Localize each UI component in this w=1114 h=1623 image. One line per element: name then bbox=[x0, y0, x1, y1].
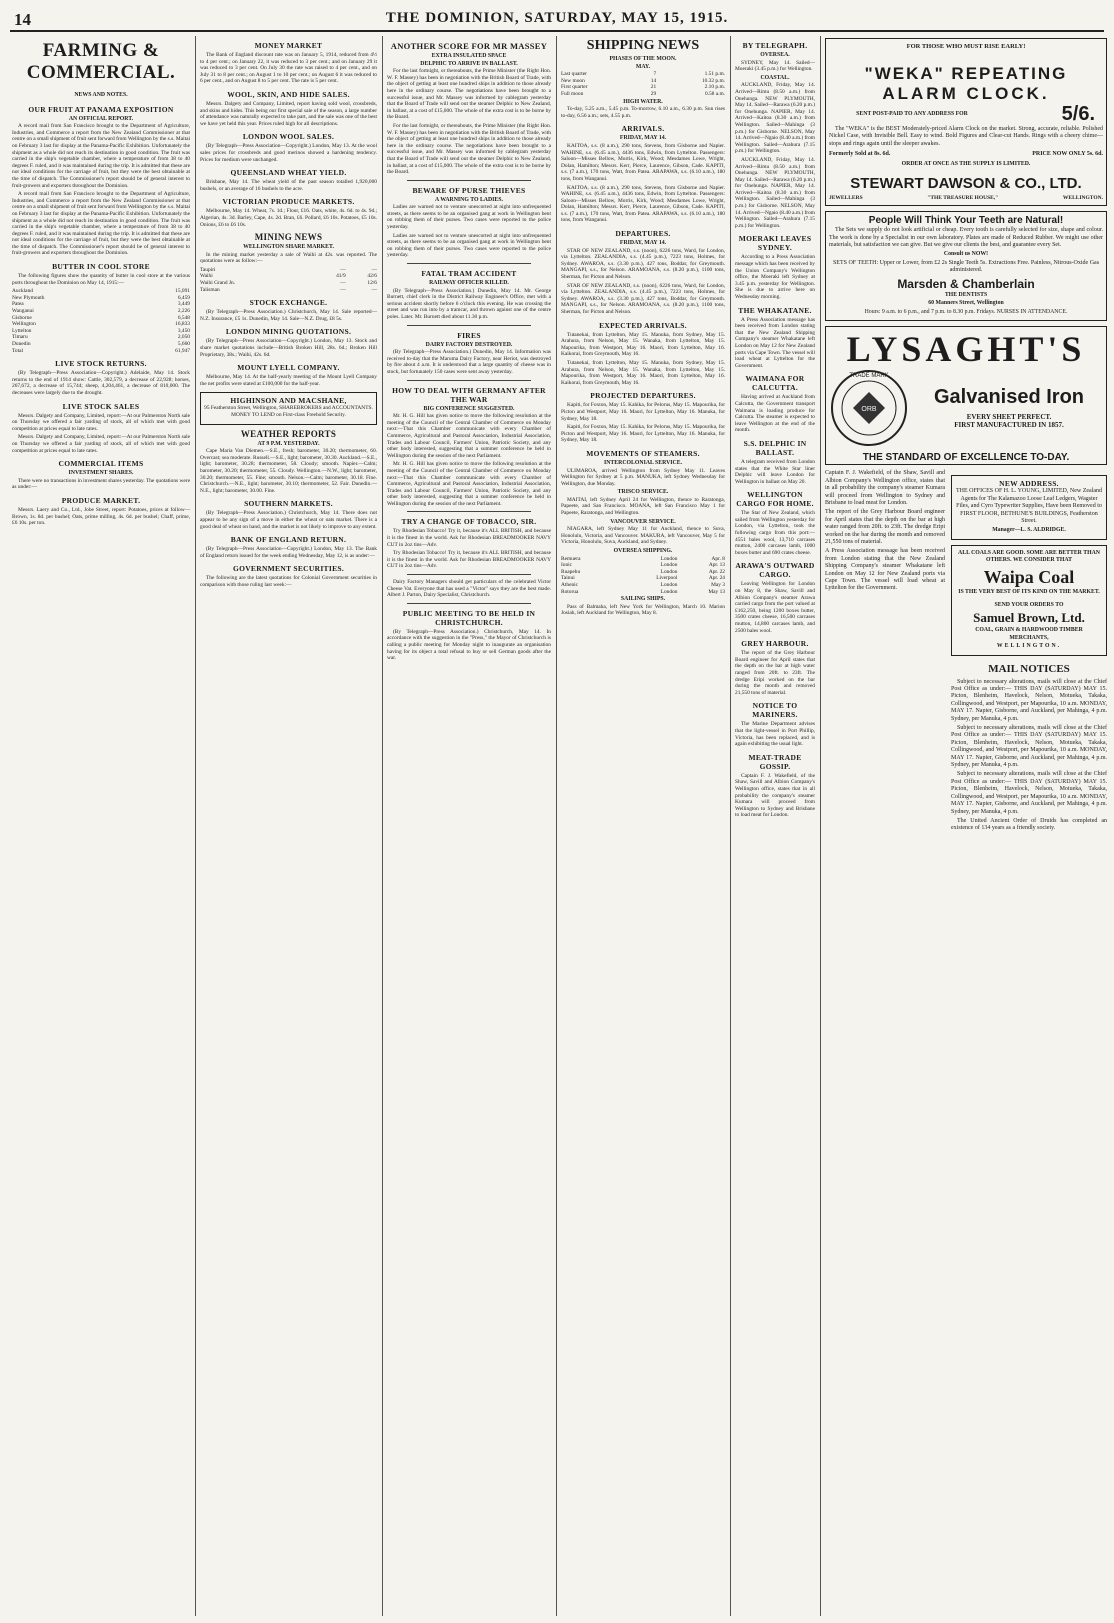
table-cell: 5,660 bbox=[177, 341, 190, 347]
section-heading: BEWARE OF PURSE THIEVES bbox=[412, 185, 526, 195]
article-text: Kapiti, for Foxton, May 15. Kahika, for Pelorus, May 15. Mapourika, for Picton and Westport, May 16. Maori, for Lyttelton, May 16. Manuka, for Sydney, May 18. bbox=[561, 424, 725, 444]
table-row bbox=[12, 301, 190, 308]
side-article: Captain F. J. Wakefield, of the Shaw, Savill and Albion Company's Wellington office, states that in all probability the company's steamer Kumara will proceed from Wellington to Sydney and Brisbane to load meat for London. bbox=[825, 470, 945, 506]
article-text: The report of the Grey Harbour Board engineer for April states that the depth on the bar at high water ranged from 20ft. to 23ft. The dredge Eripi worked on the bar during the month and removed 21,550 tons of material. bbox=[735, 650, 815, 696]
article-text: MAITAI, left Sydney April 24 for Wellington, thence to Raratonga, Papeete, and San Francisco. MOANA, left San Francisco May 1 for Papeete, Raratonga, and Wellington. bbox=[561, 496, 725, 517]
lysaght-ad bbox=[825, 326, 1107, 465]
table-row bbox=[561, 582, 725, 589]
article-text: In the mining market yesterday a sale of Waihi at 42s. was reported. The quotations were as follow:— bbox=[200, 251, 377, 265]
column-rule bbox=[820, 36, 821, 1616]
table-cell: London bbox=[660, 555, 678, 562]
section-heading: TRY A CHANGE OF TOBACCO, SIR. bbox=[401, 517, 537, 527]
table-row bbox=[561, 575, 725, 582]
section-subheading: SAILING SHIPS. bbox=[620, 596, 666, 603]
section-subheading: AN OFFICIAL REPORT. bbox=[68, 115, 134, 122]
section-heading: MOVEMENTS OF STEAMERS. bbox=[586, 448, 700, 458]
section-heading: MINING NEWS bbox=[254, 232, 323, 243]
table-row bbox=[561, 569, 725, 576]
article-text: According to a Press Association message which has been received by the Union Company's Wellington office, the Moeraki left Sydney at 3.45 p.m. yesterday for Wellington. She is due to arrive here on Wednesday morning. bbox=[735, 254, 815, 300]
section-subheading: BIG CONFERENCE SUGGESTED. bbox=[423, 405, 515, 412]
ad-sub: THE DENTISTS bbox=[944, 291, 988, 298]
section-subheading: FRIDAY, MAY 14. bbox=[619, 135, 667, 142]
article-text: Try Rhodesian Tobacco! Try it, because it's ALL BRITISH, and because it is the finest in the world. Ask for Rhodesian BREADMOOKER NAVY CUT in 2oz tins—Adv. bbox=[387, 550, 551, 570]
section-heading: EXPECTED ARRIVALS. bbox=[599, 320, 687, 330]
article-text: (By Telegraph—Press Association.) Christchurch, May 14. In accordance with the suggestion in the "Press," the Mayor of Christchurch is calling a public meeting for Monday night to inaugurate an organisation having for its object a total refusal to buy or sell German goods after the war. bbox=[387, 628, 551, 662]
section-heading: SOUTHERN MARKETS. bbox=[244, 499, 333, 509]
table-cell: — bbox=[371, 286, 377, 293]
side-article: A Press Association message has been received from London stating that the New Zealand Shipping Company's steamer Whakatane left London on May 12 for New Zealand ports via Cape Town. The vessel will load wheat at Lyttelton for the Government. bbox=[825, 548, 945, 592]
mail-text: Subject to necessary alterations, mails will close at the Chief Post Office as under:— THIS DAY (SATURDAY) MAY 15. Picton, Blenheim, Havelock, Nelson, Motueka, Takaka, Collingwood, and Westport, per Mapourika, 10 a.m. MONDAY, MAY 17. Napier, Gisborne, and Auckland, per Mahinga, 4 p.m. Sydney, per Manuka, 4 p.m. bbox=[951, 771, 1107, 815]
table-row bbox=[561, 589, 725, 596]
table-cell: May 13 bbox=[708, 588, 725, 595]
table-cell: Remuera bbox=[561, 555, 581, 562]
ad-body: The "WEKA" is the BEST Moderately-priced Alarm Clock on the market. Strong, accurate, reliable. Polished Nickel Case, with Invisible Bell. Easy to wind. Bold Figures and Clear-cut Hands. Rings with a cheery chime—stops and rings again until the sleeper awakes. bbox=[829, 125, 1103, 147]
article-text: The United Ancient Order of Druids has completed an existence of 134 years as a friendly society. bbox=[951, 817, 1107, 832]
section-subheading: A WARNING TO LADIES. bbox=[435, 196, 503, 203]
table-row bbox=[200, 280, 377, 287]
article-text: Try Rhodesian Tobacco! Try it, because it's ALL BRITISH, and because it is the finest in the world. Ask for Rhodesian BREADMOOKER NAVY CUT in 2oz tins—Adv. bbox=[387, 528, 551, 548]
section-heading: BUTTER IN COOL STORE bbox=[52, 262, 150, 272]
column-rule bbox=[556, 36, 557, 1616]
ad-sub: Galvanised Iron bbox=[933, 385, 1085, 408]
butter-table bbox=[12, 288, 190, 354]
ad-right: WELLINGTON. bbox=[1062, 194, 1103, 201]
section-heading: STOCK EXCHANGE. bbox=[249, 298, 328, 308]
dentist-ad bbox=[825, 211, 1107, 321]
ad-price: 5/6. bbox=[1061, 103, 1095, 126]
article-text: Messrs. Dalgety and Company, Limited, report:—At our Palmerston North sale on Thursday we offered a fair yarding of stock, all of which met with good competition at prices equal to late rates. bbox=[12, 412, 190, 432]
section-subheading: MAY. bbox=[635, 63, 651, 70]
section-heading: GOVERNMENT SECURITIES. bbox=[232, 564, 345, 574]
table-row bbox=[561, 556, 725, 563]
article-text: Dairy Factory Managers should get particulars of the celebrated Victor Cheese Vat. Everyone that has used a "Victor" says they are the best made. Albert J. Parton, Dairy Specialist, Christchurch. bbox=[387, 579, 551, 599]
table-cell: Apr. 22 bbox=[708, 568, 725, 575]
article-text: STAR OF NEW ZEALAND, s.s. (noon), 6226 tons, Ward, for London, via Lyttelton. ZEALANDIA, s.s. (4.45 p.m.), 7223 tons, Holmes, for Sydney. AWAROA, s.s. (3.30 p.m.), 427 tons, Boddar, for Greymouth. MANGAPI, s.s., for Nelson. ARAMOANA, s.s. (8.20 p.m.), 1100 tons, Sherman, for Picton and Nelson. bbox=[561, 282, 725, 315]
ad-sets: SETS OF TEETH: Upper or Lower, from £2 2s Single Teeth 5s. Extractions Free. Painless, Nitrous-Oxide Gas administered. bbox=[832, 259, 1100, 274]
table-cell: Wanganui bbox=[12, 308, 34, 315]
ad-title: NEW ADDRESS. bbox=[999, 479, 1059, 489]
table-cell: 6,548 bbox=[177, 314, 190, 321]
table-row bbox=[12, 334, 190, 341]
ad-body: THE OFFICES OF H. L. YOUNG, LIMITED, New Zealand Agents for The Kalamazoo Loose Leaf Ledgers, Wagster Files, and Cyro Typewriter Supplies, Have been Removed to FIRST FLOOR, BETHUNE'S BUILDINGS, Featherston Street. bbox=[955, 488, 1103, 524]
column-telegraph bbox=[735, 36, 815, 1616]
table-cell: 14 bbox=[650, 77, 657, 84]
divider bbox=[407, 325, 531, 326]
article-text: Mr. H. G. Hill has given notice to move the following resolution at the meeting of the Council of the Central Chamber of Commerce on Monday next:—That this Chamber communicate with every Chamber of Commerce, Agricultural and Pastoral Association, Industrial Association, Trades and Labour Council, Farmers' Union, Patriotic Society, and any other body interested, suggesting that a summer conference be held in Wellington during the session of the next Parliament. bbox=[387, 413, 551, 459]
table-row bbox=[561, 78, 725, 85]
table-cell: May 3 bbox=[711, 582, 725, 588]
sharebroker-ad bbox=[200, 392, 377, 424]
ad-title: Waipa Coal bbox=[983, 566, 1075, 587]
section-heading: VICTORIAN PRODUCE MARKETS. bbox=[222, 197, 355, 207]
section-heading: ARAWA'S OUTWARD CARGO. bbox=[735, 561, 815, 580]
ad-sent: SENT POST-PAID TO ANY ADDRESS FOR bbox=[856, 111, 968, 118]
ad-line: EVERY SHEET PERFECT. bbox=[966, 412, 1052, 421]
section-heading: MOUNT LYELL COMPANY. bbox=[237, 363, 340, 373]
section-heading: QUEENSLAND WHEAT YIELD. bbox=[230, 168, 347, 178]
farming-headline: FARMING & COMMERCIAL. bbox=[26, 40, 176, 83]
subheading: EXTRA INSULATED SPACE bbox=[431, 53, 507, 59]
table-cell: 2,050 bbox=[177, 334, 190, 341]
article-text: To-day, 5.25 a.m., 5.45 p.m. To-morrow, 6.10 a.m., 6.30 p.m. Sun rises to-day, 6.56 a.m.; sets, 4.55 p.m. bbox=[561, 106, 725, 119]
page-number: 14 bbox=[14, 10, 31, 29]
section-subheading: INTERCOLONIAL SERVICE. bbox=[603, 459, 683, 466]
column-rule bbox=[730, 36, 731, 1616]
ad-firm: Marsden & Chamberlain bbox=[897, 276, 1035, 291]
ad-old-price: Formerly Sold at 8s. 6d. bbox=[829, 151, 891, 158]
table-row bbox=[561, 562, 725, 569]
section-subheading: PHASES OF THE MOON. bbox=[609, 56, 677, 62]
headline: ANOTHER SCORE FOR MR MASSEY bbox=[390, 41, 548, 51]
article-text: Melbourne, May 14. Wheat, 7s. 1d.; Flour, £16. Oats, white, 4s. 6d. to 4s. 9d.; Algerian, 4s. 3d. Barley, Cape, 4s. 2d. Bran, £6. Pollard, £6 10s. Potatoes, £5 10s. Onions, £6 to £6 10s. bbox=[200, 208, 377, 228]
article-text: ULIMAROA, arrived Wellington from Sydney May 11. Leaves Wellington for Sydney at 5 p.m. MANUKA, left Sydney Wednesday for Wellington, due Monday. bbox=[561, 467, 725, 487]
section-heading: PUBLIC MEETING TO BE HELD IN CHRISTCHURCH. bbox=[402, 608, 536, 627]
ad-send: SEND YOUR ORDERS TO bbox=[994, 601, 1064, 608]
article-text: KAITOA, s.s. (8 a.m.), 290 tons, Stevens, from Gisborne and Napier. WAHINE, s.s. (6.45 a.m.), 4436 tons, Edwin, from Lyttelton. Passengers: Saloon—Misses Bellow, Morris, Kirk, Wood; Mesdames Lowe, Wright, Dolan, Hamilton; Messrs. Kerr, Pierce, Laurence, Gibson, Cade. KAPITI, s.s. (7 a.m.), 170 tons, Watt, from Patea. ARAPAWA, s.s. (6.10 a.m.), 180 tons, from Wanganui. bbox=[561, 184, 725, 224]
section-heading: COMMERCIAL ITEMS bbox=[58, 459, 144, 469]
table-row bbox=[12, 288, 190, 295]
section-subheading: OVERSEA. bbox=[760, 52, 790, 58]
ad-tagline: FOR THOSE WHO MUST RISE EARLY! bbox=[906, 43, 1026, 50]
ad-standard: THE STANDARD OF EXCELLENCE TO-DAY. bbox=[862, 451, 1070, 463]
section-heading: MONEY MARKET bbox=[254, 41, 323, 50]
young-ad bbox=[951, 475, 1107, 539]
ad-title: "WEKA" REPEATING bbox=[864, 64, 1068, 84]
moon-table bbox=[561, 71, 725, 97]
article-text: NIAGARA, left Sydney May 11 for Auckland, thence to Suva, Honolulu, Victoria, and Vancouver. MAKURA, left Vancouver, May 5 for Victoria, Honolulu, Suva, Auckland, and Sydney. bbox=[561, 526, 725, 546]
table-cell: 16,833 bbox=[175, 321, 190, 328]
ad-line: FIRST MANUFACTURED IN 1857. bbox=[954, 420, 1064, 429]
seal-stamp: ORB bbox=[861, 405, 877, 413]
article-text: Messrs. Dalgety and Company, Limited, report having sold wool, crossbreds, and skins and hides. This being our first special sale of the season, a large number of attendance was naturally expected to take part, and the sale was one of the best we have yet held this year. Prices ruled high for all descriptions. bbox=[200, 100, 377, 127]
table-cell: Wellington bbox=[12, 321, 36, 328]
table-cell: Waihi Grand Jn. bbox=[200, 280, 236, 287]
column-markets bbox=[200, 36, 377, 1616]
section-heading: GREY HARBOUR. bbox=[741, 639, 809, 649]
ad-text: 95 Featherston Street, Wellington, SHAREBROKERS and ACCOUNTANTS. MONEY TO LEND on First-class Freehold Security. bbox=[204, 405, 373, 418]
section-heading: FATAL TRAM ACCIDENT bbox=[421, 269, 517, 279]
divider bbox=[407, 603, 531, 604]
article-text: Tutanekai, from Lyttelton, May 15. Manuka, from Sydney, May 15. Arahura, from Nelson, May 15. Wanaka, from Lyttelton, May 15. Mapourika, from Westport, May 16. Maori, from Lyttelton, May 16. Kaikorai, from Greymouth, May 16. bbox=[561, 359, 725, 386]
table-cell: — bbox=[340, 266, 346, 273]
table-row bbox=[12, 341, 190, 348]
section-heading: S.S. DELPHIC IN BALLAST. bbox=[743, 438, 807, 457]
side-article: The report of the Grey Harbour Board engineer for April states that the depth on the bar at high water ranged from 20ft. to 23ft. The dredge Eripi worked on the bar during the month and removed 21,550 tons of material. bbox=[825, 509, 945, 545]
section-heading: OUR FRUIT AT PANAMA EXPOSITION bbox=[28, 104, 174, 114]
divider bbox=[407, 263, 531, 264]
table-row bbox=[561, 91, 725, 98]
mail-notices-heading: MAIL NOTICES bbox=[988, 662, 1070, 675]
section-heading: HOW TO DEAL WITH GERMANY AFTER THE WAR bbox=[392, 385, 546, 404]
section-subheading: COASTAL. bbox=[760, 74, 790, 81]
table-cell: Rotorua bbox=[561, 588, 579, 595]
shipping-headline: SHIPPING NEWS bbox=[586, 38, 700, 53]
table-cell: Patea bbox=[12, 301, 24, 308]
article-text: Cape Maria Van Diemen.—S.E., fresh; barometer, 30.20; thermometer, 60. Overcast; sea moderate. Russell.—S.E., light; barometer, 30.30. Auckland.—S.E., light; barometer, 30.28; thermometer, 58. Cloudy; smooth. Napier.—Calm; barometer, 30.20; thermometer, 55. Cloudy. Wellington.—N.W., light; barometer, 30.20; thermometer, 55. Fine; smooth. Nelson.—Calm; barometer, 30.18. Fine. Christchurch.—N.E., light; barometer, 30.10; thermometer, 52. Fair. Dunedin.—N.E., light; barometer, 30.00. Fine. bbox=[200, 448, 377, 494]
weka-clock-ad bbox=[825, 38, 1107, 206]
table-cell: New moon bbox=[561, 77, 585, 84]
ad-title: People Will Think Your Teeth are Natural! bbox=[868, 215, 1064, 227]
trade-mark-seal-icon bbox=[829, 368, 909, 448]
article-text: Messrs. Laery and Co., Ltd., Jobe Street, report: Potatoes, prices at follow—Brown, 1s. 8d. per bushel; Oats, prime milling, 4s. 6d. per bushel; Chaff, prime, £6 10s. per ton. bbox=[12, 506, 190, 527]
butter-total: 61,947 bbox=[175, 347, 190, 354]
column-rule bbox=[195, 36, 196, 1616]
article-text: A telegram received from London states that the White Star liner Delphic will leave London for Wellington in ballast on May 20. bbox=[735, 458, 815, 485]
table-cell: 0.58 a.m. bbox=[704, 90, 725, 97]
seal-text: TRADE MARK bbox=[849, 372, 889, 379]
subheading: DELPHIC TO ARRIVE IN BALLAST. bbox=[420, 60, 518, 67]
divider bbox=[407, 574, 531, 575]
section-heading: PROJECTED DEPARTURES. bbox=[590, 391, 696, 401]
table-cell: 2,226 bbox=[177, 308, 190, 315]
article-text: (By Telegraph—Press Association—Copyright.) London, May 13. At the wool sales prices for crossbreds and good merinos showed a hardening tendency. Prices for medium were unchanged. bbox=[200, 143, 377, 163]
table-cell: London bbox=[660, 562, 678, 569]
masthead bbox=[10, 8, 1104, 32]
divider bbox=[407, 380, 531, 381]
table-cell: Ruapehu bbox=[561, 568, 581, 575]
section-subheading: RAILWAY OFFICER KILLED. bbox=[429, 280, 509, 287]
table-cell: — bbox=[340, 280, 346, 287]
ad-firm: Samuel Brown, Ltd. bbox=[973, 610, 1085, 626]
table-row bbox=[12, 308, 190, 315]
ad-left: JEWELLERS bbox=[829, 194, 863, 201]
section-heading: NOTICE TO MARINERS. bbox=[752, 701, 798, 720]
article-text: Ladies are warned not to venture unescorted at night into unfrequented streets, as there seems to be an organised gang at work in Wellington bent on robbing them of their purses. Two cases were reported to the police yesterday. bbox=[387, 204, 551, 231]
table-cell: London bbox=[660, 582, 678, 588]
article-text: Tutanekai, from Lyttelton, May 15. Manuka, from Sydney, May 15. Arahura, from Nelson, May 15. Wanaka, from Lyttelton, May 15. Mapourika, from Westport, May 16. Maori, from Lyttelton, May 16. Kaikorai, from Greymouth, May 16. bbox=[561, 331, 725, 358]
news-notes-heading: NEWS AND NOTES. bbox=[74, 92, 128, 98]
ad-firm: STEWART DAWSON & CO., LTD. bbox=[850, 174, 1082, 192]
table-cell: Apr. 8 bbox=[711, 555, 725, 562]
newspaper-title: THE DOMINION, SATURDAY, MAY 15, 1915. bbox=[385, 10, 729, 26]
table-cell: — bbox=[340, 286, 346, 293]
table-cell: Gisborne bbox=[12, 314, 32, 321]
article-text: There were no transactions in investment shares yesterday. The quotations were as under:— bbox=[12, 477, 190, 491]
table-cell: Liverpool bbox=[656, 575, 678, 582]
table-row bbox=[561, 71, 725, 78]
table-cell: Last quarter bbox=[561, 71, 587, 78]
article-text: Pass of Balmaha, left New York for Wellington, March 10. Marion Josiah, left Auckland for Wellington, May 8. bbox=[561, 603, 725, 617]
article-text: (By Telegraph—Press Association.) Christchurch, May 14. Sale reported—N.Z. Insurance, £5 1s. Dunedin, May 14. Sale—N.Z. Drug, £8 5s. bbox=[200, 309, 377, 322]
table-row bbox=[200, 267, 377, 274]
article-text: (By Telegraph—Press Association.) Dunedin, May 14. Mr. George Burnett, chief clerk in the District Railway Engineer's Office, met with a serious accident shortly before 6 o'clock this evening. He was crossing the street and was run into by a tramcar, and thrown against one of the centre poles. Later. Mr. Burnett died about 11.30 p.m. bbox=[387, 287, 551, 320]
article-text: A record mail from San Francisco brought to the Department of Agriculture, Industries, and Commerce a report from the New Zealand Commissioner at that centre on a small shipment of fruit sent forward from Wellington by the s.s. Maitai on February 3 last for display at the Panama-Pacific Exhibition. Unfortunately the shipment as a whole did not reach its destination in good condition. The fruit was carried in the ship's vegetable chamber, where a temperature of from 38 to 40 degrees F. ruled, and it was maintained during the trip. It is admitted that these are not ideal conditions for the carriage of fruit, but they were the best obtainable at the time of dispatch. The Commissioner's report should be of general interest to fruit-growers and exporters throughout the Dominion. bbox=[12, 191, 190, 257]
column-ads bbox=[825, 36, 1107, 1616]
section-heading: ARRIVALS. bbox=[621, 124, 665, 134]
mining-table bbox=[200, 267, 377, 293]
table-cell: 29 bbox=[650, 90, 657, 97]
ad-hours: Hours: 9 a.m. to 6 p.m., and 7 p.m. to 8.30 p.m. Fridays. NURSES IN ATTENDANCE. bbox=[864, 308, 1068, 315]
article-text: Captain F. J. Wakefield, of the Shaw, Savill and Albion Company's Wellington office, states that in all probability the company's steamer Kumara will proceed from Wellington to Sydney and Brisbane to load meat for London. bbox=[735, 772, 815, 819]
article-text: (By Telegraph—Press Association—Copyright.) Adelaide, May 14. Stock returns to the end of 1914 show: Cattle, 302,579, a decrease of 22,928; horses, 267,672, a decrease of 15,744; sheep, 4,204,461, a decrease of 810,000. The decreases were largely due to the drought. bbox=[12, 370, 190, 396]
article-text: (By Telegraph—Press Association—Copyright.) London, May 13. The Bank of England return issued for the week ending Wednesday, May 12, is as under:— bbox=[200, 546, 377, 559]
article-text: For the last fortnight, or thereabouts, the Prime Minister (the Right Hon. W. F. Massey) has been in negotiation with the British Board of Trade, with the object of getting at least one hundred ships in addition to those already here in the ordinary course. The negotiations have been brought to a successful issue, and Mr. Massey was informed by cablegram yesterday that the Board of Trade will send out the steamer Delphic to New Zealand, in ballast, at a cost of £15,000. The whole of the extra cost is to be borne by the Board. bbox=[387, 68, 551, 121]
article-text: Brisbane, May 14. The wheat yield of the past season totalled 1,920,000 bushels, or an average of 16 bushels to the acre. bbox=[200, 179, 377, 192]
divider bbox=[407, 180, 531, 181]
table-row bbox=[12, 315, 190, 322]
table-cell: 41/9 bbox=[336, 273, 346, 280]
table-row bbox=[12, 321, 190, 328]
ad-body: IS THE VERY BEST OF ITS KIND ON THE MARKET. bbox=[958, 588, 1100, 595]
article-text: (By Telegraph—Press Association.) Christchurch, May 14. There does not appear to be any sign of a move in either the wheat or oats market. There is a good deal of wheat on hand, and the market is not likely to improve to any extent. bbox=[200, 510, 377, 530]
ad-title: HIGHINSON AND MACSHANE, bbox=[230, 396, 347, 406]
section-subheading: AT 9 P.M. YESTERDAY. bbox=[257, 440, 320, 447]
table-cell: Dunedin bbox=[12, 341, 31, 347]
table-cell: Timaru bbox=[12, 334, 28, 341]
table-row bbox=[12, 328, 190, 335]
table-cell: First quarter bbox=[561, 84, 588, 91]
table-cell: 1.51 p.m. bbox=[704, 71, 725, 78]
article-text: Mr. H. G. Hill has given notice to move the following resolution at the meeting of the Council of the Central Chamber of Commerce on Monday next:—That this Chamber communicate with every Chamber of Commerce, Agricultural and Pastoral Association, Industrial Association, Trades and Labour Council, Farmers' Union, Patriotic Society, and any other body interested, suggesting that a summer conference be held in Wellington during the session of the next Parliament. bbox=[387, 461, 551, 507]
table-cell: Apr. 24 bbox=[708, 575, 725, 582]
section-heading: WOOL, SKIN, AND HIDE SALES. bbox=[227, 89, 350, 99]
section-heading: LONDON WOOL SALES. bbox=[242, 132, 335, 142]
table-cell: 2.10 p.m. bbox=[704, 84, 725, 91]
waipa-coal-ad bbox=[951, 545, 1107, 656]
ad-top: ALL COALS ARE GOOD. SOME ARE BETTER THAN OTHERS. WE CONSIDER THAT bbox=[958, 549, 1100, 564]
section-subheading: DAIRY FACTORY DESTROYED. bbox=[425, 341, 513, 348]
section-heading: FIRES bbox=[457, 330, 481, 340]
article-text: AUCKLAND, Friday, May 14. Arrived—Rimu (8.50 a.m.) from Onehunga. NEW PLYMOUTH, May 14. Sailed—Rarawa (6.20 p.m.) for Onehunga. NAPIER, May 14. Arrived—Kaitoa (8.30 a.m.) from Wellington. Sailed—Mahinga (3 p.m.) for Gisborne. NELSON, May 14. Arrived—Ngaio (8.40 a.m.) from Wellington. Sailed—Arahura (7.15 p.m.) for Wellington. bbox=[735, 82, 815, 155]
article-text: STAR OF NEW ZEALAND, s.s. (noon), 6226 tons, Ward, for London, via Lyttelton. ZEALANDIA, s.s. (4.45 p.m.), 7223 tons, Holmes, for Sydney. AWAROA, s.s. (3.30 p.m.), 427 tons, Boddar, for Greymouth. MANGAPI, s.s., for Nelson. ARAMOANA, s.s. (8.20 p.m.), 1100 tons, Sherman, for Picton and Nelson. bbox=[561, 247, 725, 281]
table-cell: Apr. 13 bbox=[708, 562, 725, 569]
table-cell: Athenic bbox=[561, 582, 579, 588]
table-cell: 7 bbox=[653, 71, 657, 78]
table-cell: Taupiri bbox=[200, 266, 216, 273]
section-heading: BANK OF ENGLAND RETURN. bbox=[230, 535, 347, 545]
table-cell: Ionic bbox=[561, 562, 573, 569]
section-subheading: FRIDAY, MAY 14. bbox=[619, 240, 667, 247]
article-text: AUCKLAND, Friday, May 14. Arrived—Rimu (8.50 a.m.) from Onehunga. NEW PLYMOUTH, May 14. Sailed—Rarawa (6.20 p.m.) for Onehunga. NAPIER, May 14. Arrived—Kaitoa (8.30 a.m.) from Wellington. Sailed—Mahinga (3 p.m.) for Gisborne. NELSON, May 14. Arrived—Ngaio (8.40 a.m.) from Wellington. Sailed—Arahura (7.15 p.m.) for Wellington. bbox=[735, 156, 815, 229]
section-heading: WEATHER REPORTS bbox=[240, 428, 337, 439]
article-text: Having arrived at Auckland from Calcutta, the Government transport Waimana is loading produce for Calcutta. The steamer is expected to leave Wellington at the end of the month. bbox=[735, 394, 815, 434]
article-text: For the last fortnight, or thereabouts, the Prime Minister (the Right Hon. W. F. Massey) has been in negotiation with the British Board of Trade, with the object of getting at least one hundred ships in addition to those already here in the ordinary course. The negotiations have been brought to a successful issue, and Mr. Massey was informed by cablegram yesterday that the Board of Trade will send out the steamer Delphic to New Zealand, in ballast, at a cost of £15,000. The whole of the extra cost is to be borne by the Board. bbox=[387, 122, 551, 176]
table-cell: 12/6 bbox=[367, 280, 377, 287]
table-cell: 6,459 bbox=[177, 294, 190, 301]
section-heading: LIVE STOCK RETURNS. bbox=[55, 359, 147, 369]
table-cell: London bbox=[660, 588, 678, 595]
table-cell: — bbox=[371, 266, 377, 273]
section-subheading: INVESTMENT SHARES. bbox=[68, 470, 134, 477]
article-text: A record mail from San Francisco brought to the Department of Agriculture, Industries, and Commerce a report from the New Zealand Commissioner at that centre on a small shipment of fruit sent forward from Wellington by the s.s. Maitai on February 3 last for display at the Panama-Pacific Exhibition. Unfortunately the shipment as a whole did not reach its destination in good condition. The fruit was carried in the ship's vegetable chamber, where a temperature of from 38 to 40 degrees F. ruled, and it was maintained during the trip. It is admitted that these are not ideal conditions for the carriage of fruit, but they were the best obtainable at the time of dispatch. The Commissioner's report should be of general interest to fruit-growers and exporters throughout the Dominion. bbox=[12, 123, 190, 189]
column-shipping bbox=[561, 36, 725, 1616]
section-heading: LIVE STOCK SALES bbox=[62, 401, 140, 411]
article-text: KAITOA, s.s. (8 a.m.), 290 tons, Stevens, from Gisborne and Napier. WAHINE, s.s. (6.45 a.m.), 4436 tons, Edwin, from Lyttelton. Passengers: Saloon—Misses Bellow, Morris, Kirk, Wood; Mesdames Lowe, Wright, Dolan, Hamilton; Messrs. Kerr, Pierce, Laurence, Gibson, Cade. KAPITI, s.s. (7 a.m.), 170 tons, Watt, from Patea. ARAPAWA, s.s. (6.10 a.m.), 180 tons, from Wanganui. bbox=[561, 142, 725, 182]
divider bbox=[407, 511, 531, 512]
table-cell: Waihi bbox=[200, 273, 213, 280]
table-cell: London bbox=[660, 568, 678, 575]
article-text: Leaving Wellington for London on May 8, the Shaw, Savill and Albion Company's steamer Arawa carried cargo from the port valued at £162,250, being 1200 boxes butter, 3500 crates cheese, 16,500 carcases mutton, 14,800 carcases lamb, and 2500 bales wool. bbox=[735, 581, 815, 634]
ad-order: ORDER AT ONCE AS THE SUPPLY IS LIMITED. bbox=[901, 161, 1031, 168]
column-news bbox=[387, 36, 551, 1616]
article-text: The Bank of England discount rate was on January 5, 1914, reduced from 4½ to 4 per cent.; on January 22, it was reduced to 3 per cent.; and on January 29 it was reduced to 3 per cent. On July 30 the rate was raised to 4 per cent., and on July 31 to 8 per cent.; on August 1 to 10 per cent.; on August 6 it was reduced to 6 per cent., and on August 8 to 5 per cent. The rate is 5 per cent. bbox=[200, 52, 377, 85]
mail-text: Subject to necessary alterations, mails will close at the Chief Post Office as under:— THIS DAY (SATURDAY) MAY 15. Picton, Blenheim, Havelock, Nelson, Motueka, Takaka, Collingwood, and Westport, per Mapourika, 10 a.m. MONDAY, MAY 17. Napier, Gisborne, and Auckland, per Mahinga, 4 p.m. Sydney, per Manuka, 4 p.m. bbox=[951, 678, 1107, 722]
article-text: Kapiti, for Foxton, May 15. Kahika, for Pelorus, May 15. Mapourika, for Picton and Westport, May 16. Maori, for Lyttelton, May 16. Manuka, for Sydney, May 18. bbox=[561, 402, 725, 422]
section-subheading: HIGH WATER. bbox=[623, 98, 663, 105]
section-subheading: WELLINGTON SHARE MARKET. bbox=[243, 244, 334, 251]
ad-body: The Sets we supply do not look artificial or cheap. Every tooth is carefully selected for size, shape and colour. The work is done by a Specialist in our own laboratory. Plates are made of Reduced Rubber. We might use other materials, but satisfaction we can give. But we give our clients the best, and guarantee every Set. bbox=[829, 227, 1103, 249]
butter-total-label: Total bbox=[12, 347, 23, 354]
section-subheading: OVERSEA SHIPPING. bbox=[613, 548, 673, 555]
table-cell: New Plymouth bbox=[12, 294, 45, 301]
ad-mid: "THE TREASURE HOUSE," bbox=[927, 194, 999, 201]
ad-address: 60 Manners Street, Wellington bbox=[928, 300, 1004, 307]
section-heading: WAIMANA FOR CALCUTTA. bbox=[745, 374, 805, 393]
ad-sub: COAL, GRAIN & HARDWOOD TIMBER MERCHANTS, bbox=[975, 627, 1083, 641]
mail-text: Subject to necessary alterations, mails will close at the Chief Post Office as under:— THIS DAY (SATURDAY) MAY 15. Picton, Blenheim, Havelock, Nelson, Motueka, Takaka, Collingwood, and Westport, per Mapourika, 10 a.m. MONDAY, MAY 17. Napier, Gisborne, and Auckland, per Mahinga, 4 p.m. Sydney, per Manuka, 4 p.m. bbox=[951, 725, 1107, 769]
ad-new-price: PRICE NOW ONLY 5s. 6d. bbox=[1032, 151, 1103, 158]
table-cell: 42/6 bbox=[367, 273, 377, 280]
article-text: Melbourne, May 14. At the half-yearly meeting of the Mount Lyell Company the net profits were stated at £100,000 for the half-year. bbox=[200, 374, 377, 387]
table-cell: Auckland bbox=[12, 288, 33, 295]
article-text: The following are the latest quotations for Colonial Government securities in comparison with those ruling last week:— bbox=[200, 575, 377, 588]
table-cell: Tainui bbox=[561, 575, 575, 582]
section-subheading: VANCOUVER SERVICE. bbox=[610, 518, 676, 525]
column-farming bbox=[12, 36, 190, 1616]
section-subheading: TRISCO SERVICE. bbox=[617, 489, 669, 496]
table-row bbox=[200, 287, 377, 294]
section-heading: BY TELEGRAPH. bbox=[742, 41, 808, 50]
table-cell: 15,091 bbox=[175, 288, 190, 295]
article-text: (By Telegraph—Press Association—Copyright.) London, May 13. Stock and share market quotations include—British Broken Hill, 28s. 6d.; Broken Hill Proprietary, 38s.; Waihi, 42s. 6d. bbox=[200, 338, 377, 358]
section-heading: MOERAKI LEAVES SYDNEY. bbox=[738, 234, 812, 253]
table-row bbox=[200, 273, 377, 280]
section-heading: THE WHAKATANE. bbox=[738, 305, 812, 315]
article-text: The Marine Department advises that the light-vessel in Port Phillip, Victoria, has been replaced, and is again exhibiting the usual light. bbox=[735, 721, 815, 748]
section-heading: LONDON MINING QUOTATIONS. bbox=[225, 327, 352, 337]
table-cell: 3,450 bbox=[177, 327, 190, 334]
table-row bbox=[561, 84, 725, 91]
ad-call: Consult us NOW! bbox=[943, 251, 989, 258]
article-text: Messrs. Dalgety and Company, Limited, report:—At our Palmerston North sale on Thursday we offered a fair yarding of stock, all of which met with good competition at prices equal to late rates. bbox=[12, 434, 190, 454]
article-text: SYDNEY, May 14. Sailed—Moeraki (3.45 p.m.) for Wellington. bbox=[735, 59, 815, 73]
ad-city: WELLINGTON. bbox=[996, 643, 1062, 650]
article-text: (By Telegraph—Press Association.) Dunedin, May 14. Information was received to-day that the Maruma Dairy Factory, near Heriot, was destroyed by fire about 4 a.m. It is understood that a large quantity of cheese was in stock, but fortunately 150 cases were sent away yesterday. bbox=[387, 349, 551, 375]
section-heading: DEPARTURES. bbox=[615, 229, 671, 239]
table-cell: Talisman bbox=[200, 286, 220, 293]
article-text: The Star of New Zealand, which sailed from Wellington yesterday for London, via Lyttelton, took the following cargo from this port:—4551 bales wool, 13,710 carcases mutton, 2400 carcases lamb, 1000 boxes butter and 690 crates cheese. bbox=[735, 510, 815, 556]
table-cell: 10.32 p.m. bbox=[701, 77, 725, 84]
section-heading: WELLINGTON CARGO FOR HOME. bbox=[736, 490, 814, 509]
section-heading: MEAT-TRADE GOSSIP. bbox=[748, 752, 802, 771]
column-rule bbox=[382, 36, 383, 1616]
oversea-table bbox=[561, 556, 725, 596]
table-cell: Lyttelton bbox=[12, 327, 32, 334]
article-text: Ladies are warned not to venture unescorted at night into unfrequented streets, as there seems to be an organised gang at work in Wellington bent on robbing them of their purses. Two cases were reported to the police yesterday. bbox=[387, 232, 551, 259]
article-text: The following figures show the quantity of butter in cool store at the various ports throughout the Dominion on May 14, 1915:— bbox=[12, 273, 190, 286]
table-cell: 3,449 bbox=[177, 301, 190, 308]
table-row bbox=[12, 295, 190, 302]
ad-title: LYSAGHT'S bbox=[846, 328, 1086, 369]
ad-manager: Manager—L. S. ALDRIDGE. bbox=[992, 527, 1066, 534]
section-heading: PRODUCE MARKET. bbox=[61, 495, 141, 505]
table-cell: 21 bbox=[650, 84, 657, 91]
article-text: A Press Association message has been received from London stating that the New Zealand Shipping Company's steamer Whakatane left London on May 12 for New Zealand ports via Cape Town. The vessel will load wheat at Lyttelton for the Government. bbox=[735, 316, 815, 369]
table-cell: Full moon bbox=[561, 90, 584, 97]
ad-title: ALARM CLOCK. bbox=[882, 84, 1050, 104]
